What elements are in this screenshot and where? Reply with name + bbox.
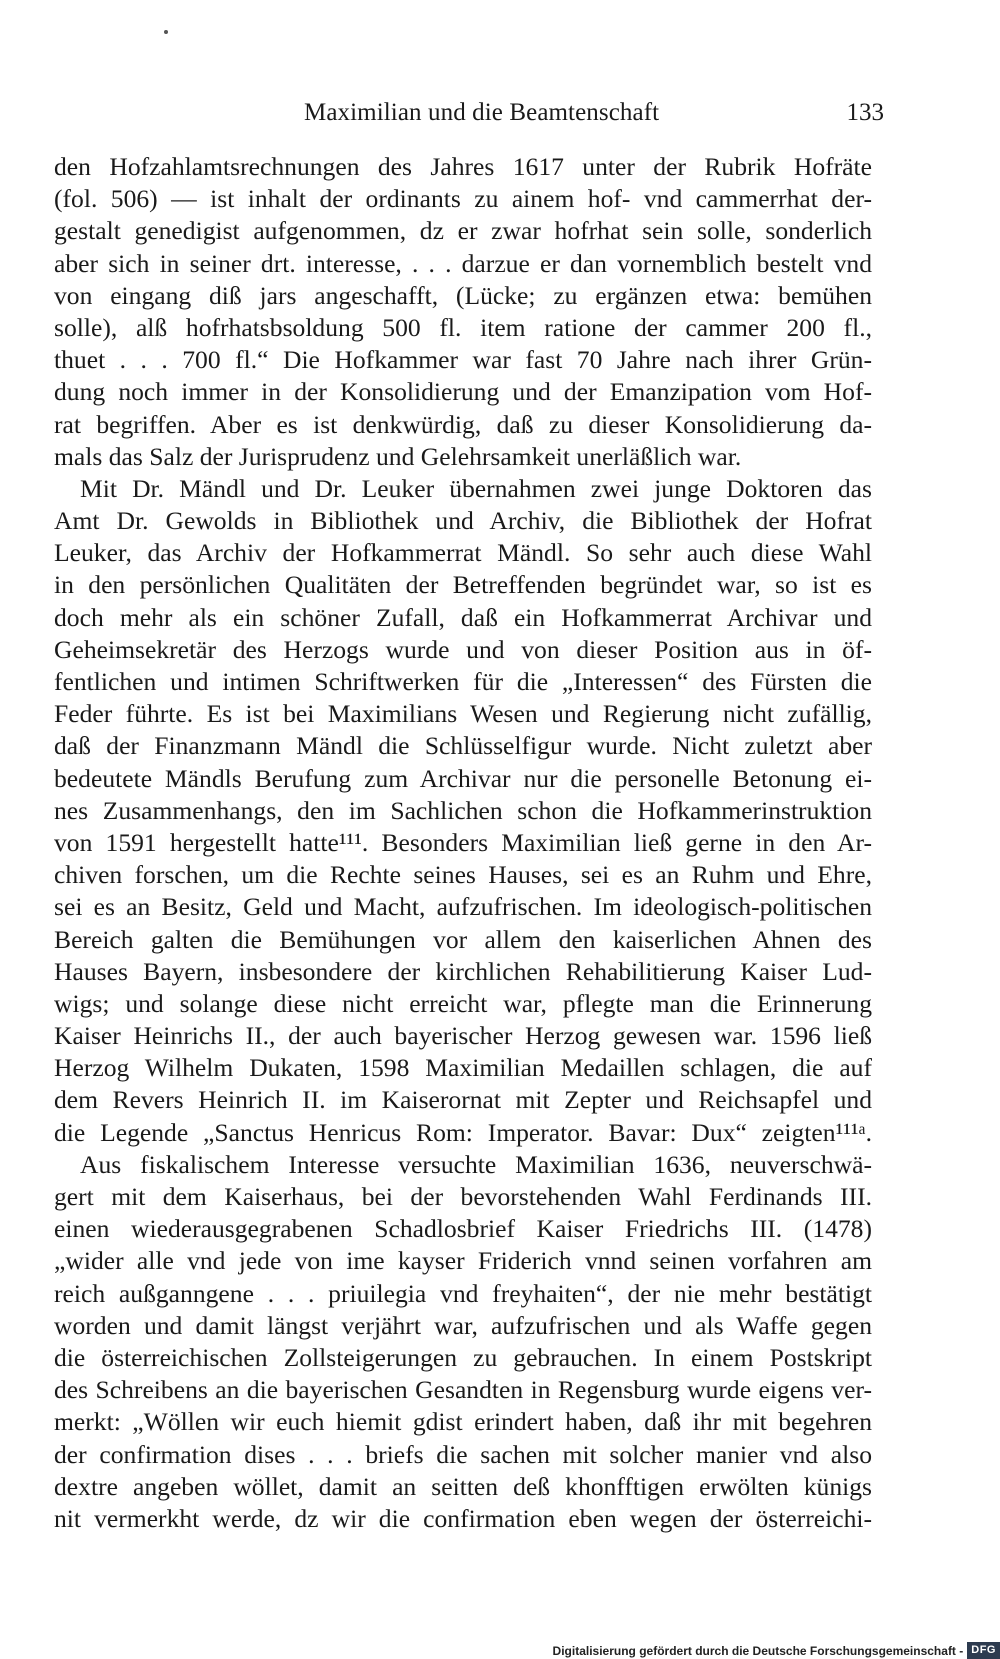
- text-line: des Schreibens an die bayerischen Gesandten in Regensburg wurde eigens ver-: [54, 1375, 872, 1405]
- text-line: sei es an Besitz, Geld und Macht, aufzufrischen. Im ideologisch-politischen: [54, 892, 872, 922]
- text-line: Feder führte. Es ist bei Maximilians Wesen und Regierung nicht zufällig,: [54, 699, 872, 729]
- text-line: Mit Dr. Mändl und Dr. Leuker übernahmen zwei junge Doktoren das: [80, 473, 872, 503]
- text-line: (fol. 506) — ist inhalt der ordinants zu ainem hof- vnd cammerrhat der-: [54, 184, 872, 214]
- page-number: 133: [846, 99, 884, 126]
- digitization-footer: [553, 1642, 1000, 1659]
- scan-speck: [164, 30, 168, 34]
- text-line: worden und damit längst verjährt war, aufzufrischen und als Waffe gegen: [54, 1310, 872, 1340]
- text-line: dextre angeben wöllet, damit an seitten deß khonfftigen erwölten künigs: [54, 1471, 872, 1501]
- text-line: nes Zusammenhangs, den im Sachlichen schon die Hofkammerinstruktion: [54, 795, 872, 825]
- text-line: „wider alle vnd jede von ime kayser Friderich vnnd seinen vorfahren am: [54, 1246, 872, 1276]
- text-line: wigs; und solange diese nicht erreicht war, pflegte man die Erinnerung: [54, 988, 872, 1018]
- text-line: gestalt genedigist aufgenommen, dz er zwar hofrhat sein solle, sonderlich: [54, 216, 872, 246]
- text-line: thuet . . . 700 fl.“ Die Hofkammer war fast 70 Jahre nach ihrer Grün-: [54, 345, 872, 375]
- text-line: doch mehr als ein schöner Zufall, daß ein Hofkammerrat Archivar und: [54, 602, 872, 632]
- text-line: die Legende „Sanctus Henricus Rom: Imperator. Bavar: Dux“ zeigten¹¹¹ᵃ.: [54, 1117, 872, 1147]
- text-line: den Hofzahlamtsrechnungen des Jahres 1617 unter der Rubrik Hofräte: [54, 152, 872, 181]
- text-line: bedeutete Mändls Berufung zum Archivar nur die personelle Betonung ei-: [54, 763, 872, 793]
- text-line: Bereich galten die Bemühungen vor allem den kaiserlichen Ahnen des: [54, 924, 872, 954]
- page-header: [304, 96, 884, 130]
- text-line: merkt: „Wöllen wir euch hiemit gdist erindert haben, daß ihr mit begehren: [54, 1407, 872, 1437]
- text-line: Hauses Bayern, insbesondere der kirchlichen Rehabilitierung Kaiser Lud-: [54, 956, 872, 986]
- text-line: die österreichischen Zollsteigerungen zu gebrauchen. In einem Postskript: [54, 1342, 872, 1372]
- text-line: chiven forschen, um die Rechte seines Hauses, sei es an Ruhm und Ehre,: [54, 860, 872, 890]
- text-line: gert mit dem Kaiserhaus, bei der bevorstehenden Wahl Ferdinands III.: [54, 1182, 872, 1211]
- text-line: fentlichen und intimen Schriftwerken für die „Interessen“ des Fürsten die: [54, 667, 872, 696]
- text-line: aber sich in seiner drt. interesse, . . . darzue er dan vornemblich bestelt vnd: [54, 248, 872, 278]
- text-line: Amt Dr. Gewolds in Bibliothek und Archiv, die Bibliothek der Hofrat: [54, 506, 872, 536]
- text-line: einen wiederausgegrabenen Schadlosbrief Kaiser Friedrichs III. (1478): [54, 1214, 872, 1244]
- text-line: Geheimsekretär des Herzogs wurde und von dieser Position aus in öf-: [54, 634, 872, 664]
- text-line: Herzog Wilhelm Dukaten, 1598 Maximilian Medaillen schlagen, die auf: [54, 1053, 872, 1083]
- text-line: von 1591 hergestellt hatte¹¹¹. Besonders Maximilian ließ gerne in den Ar-: [54, 827, 872, 857]
- dfg-logo: DFG: [967, 1642, 1000, 1659]
- text-line: solle), alß hofrhatsbsoldung 500 fl. item ratione der cammer 200 fl.,: [54, 312, 872, 342]
- text-line: von eingang diß jars angeschafft, (Lücke; zu ergänzen etwa: bemühen: [54, 280, 872, 310]
- body-text: [54, 151, 872, 1535]
- text-line: dem Revers Heinrich II. im Kaiserornat mit Zepter und Reichsapfel und: [54, 1085, 872, 1115]
- text-line: Kaiser Heinrichs II., der auch bayerischer Herzog gewesen war. 1596 ließ: [54, 1021, 872, 1051]
- text-line: reich außganngene . . . priuilegia vnd freyhaiten“, der nie mehr bestätigt: [54, 1278, 872, 1308]
- text-line: Leuker, das Archiv der Hofkammerrat Mändl. So sehr auch diese Wahl: [54, 538, 872, 568]
- running-title: Maximilian und die Beamtenschaft: [304, 99, 660, 126]
- text-line: rat begriffen. Aber es ist denkwürdig, daß zu dieser Konsolidierung da-: [54, 409, 872, 439]
- text-line: mals das Salz der Jurisprudenz und Gelehrsamkeit unerläßlich war.: [54, 441, 742, 471]
- footer-credit-text: Digitalisierung gefördert durch die Deutsche Forschungsgemeinschaft -: [552, 1643, 964, 1658]
- text-line: in den persönlichen Qualitäten der Betreffenden begründet war, so ist es: [54, 570, 872, 600]
- text-line: dung noch immer in der Konsolidierung und der Emanzipation vom Hof-: [54, 377, 872, 407]
- text-line: der confirmation dises . . . briefs die sachen mit solcher manier vnd also: [54, 1439, 872, 1469]
- text-line: nit vermerkht werde, dz wir die confirmation eben wegen der österreichi-: [54, 1503, 872, 1533]
- text-line: daß der Finanzmann Mändl die Schlüsselfigur wurde. Nicht zuletzt aber: [54, 731, 872, 761]
- text-line: Aus fiskalischem Interesse versuchte Maximilian 1636, neuverschwä-: [80, 1149, 872, 1179]
